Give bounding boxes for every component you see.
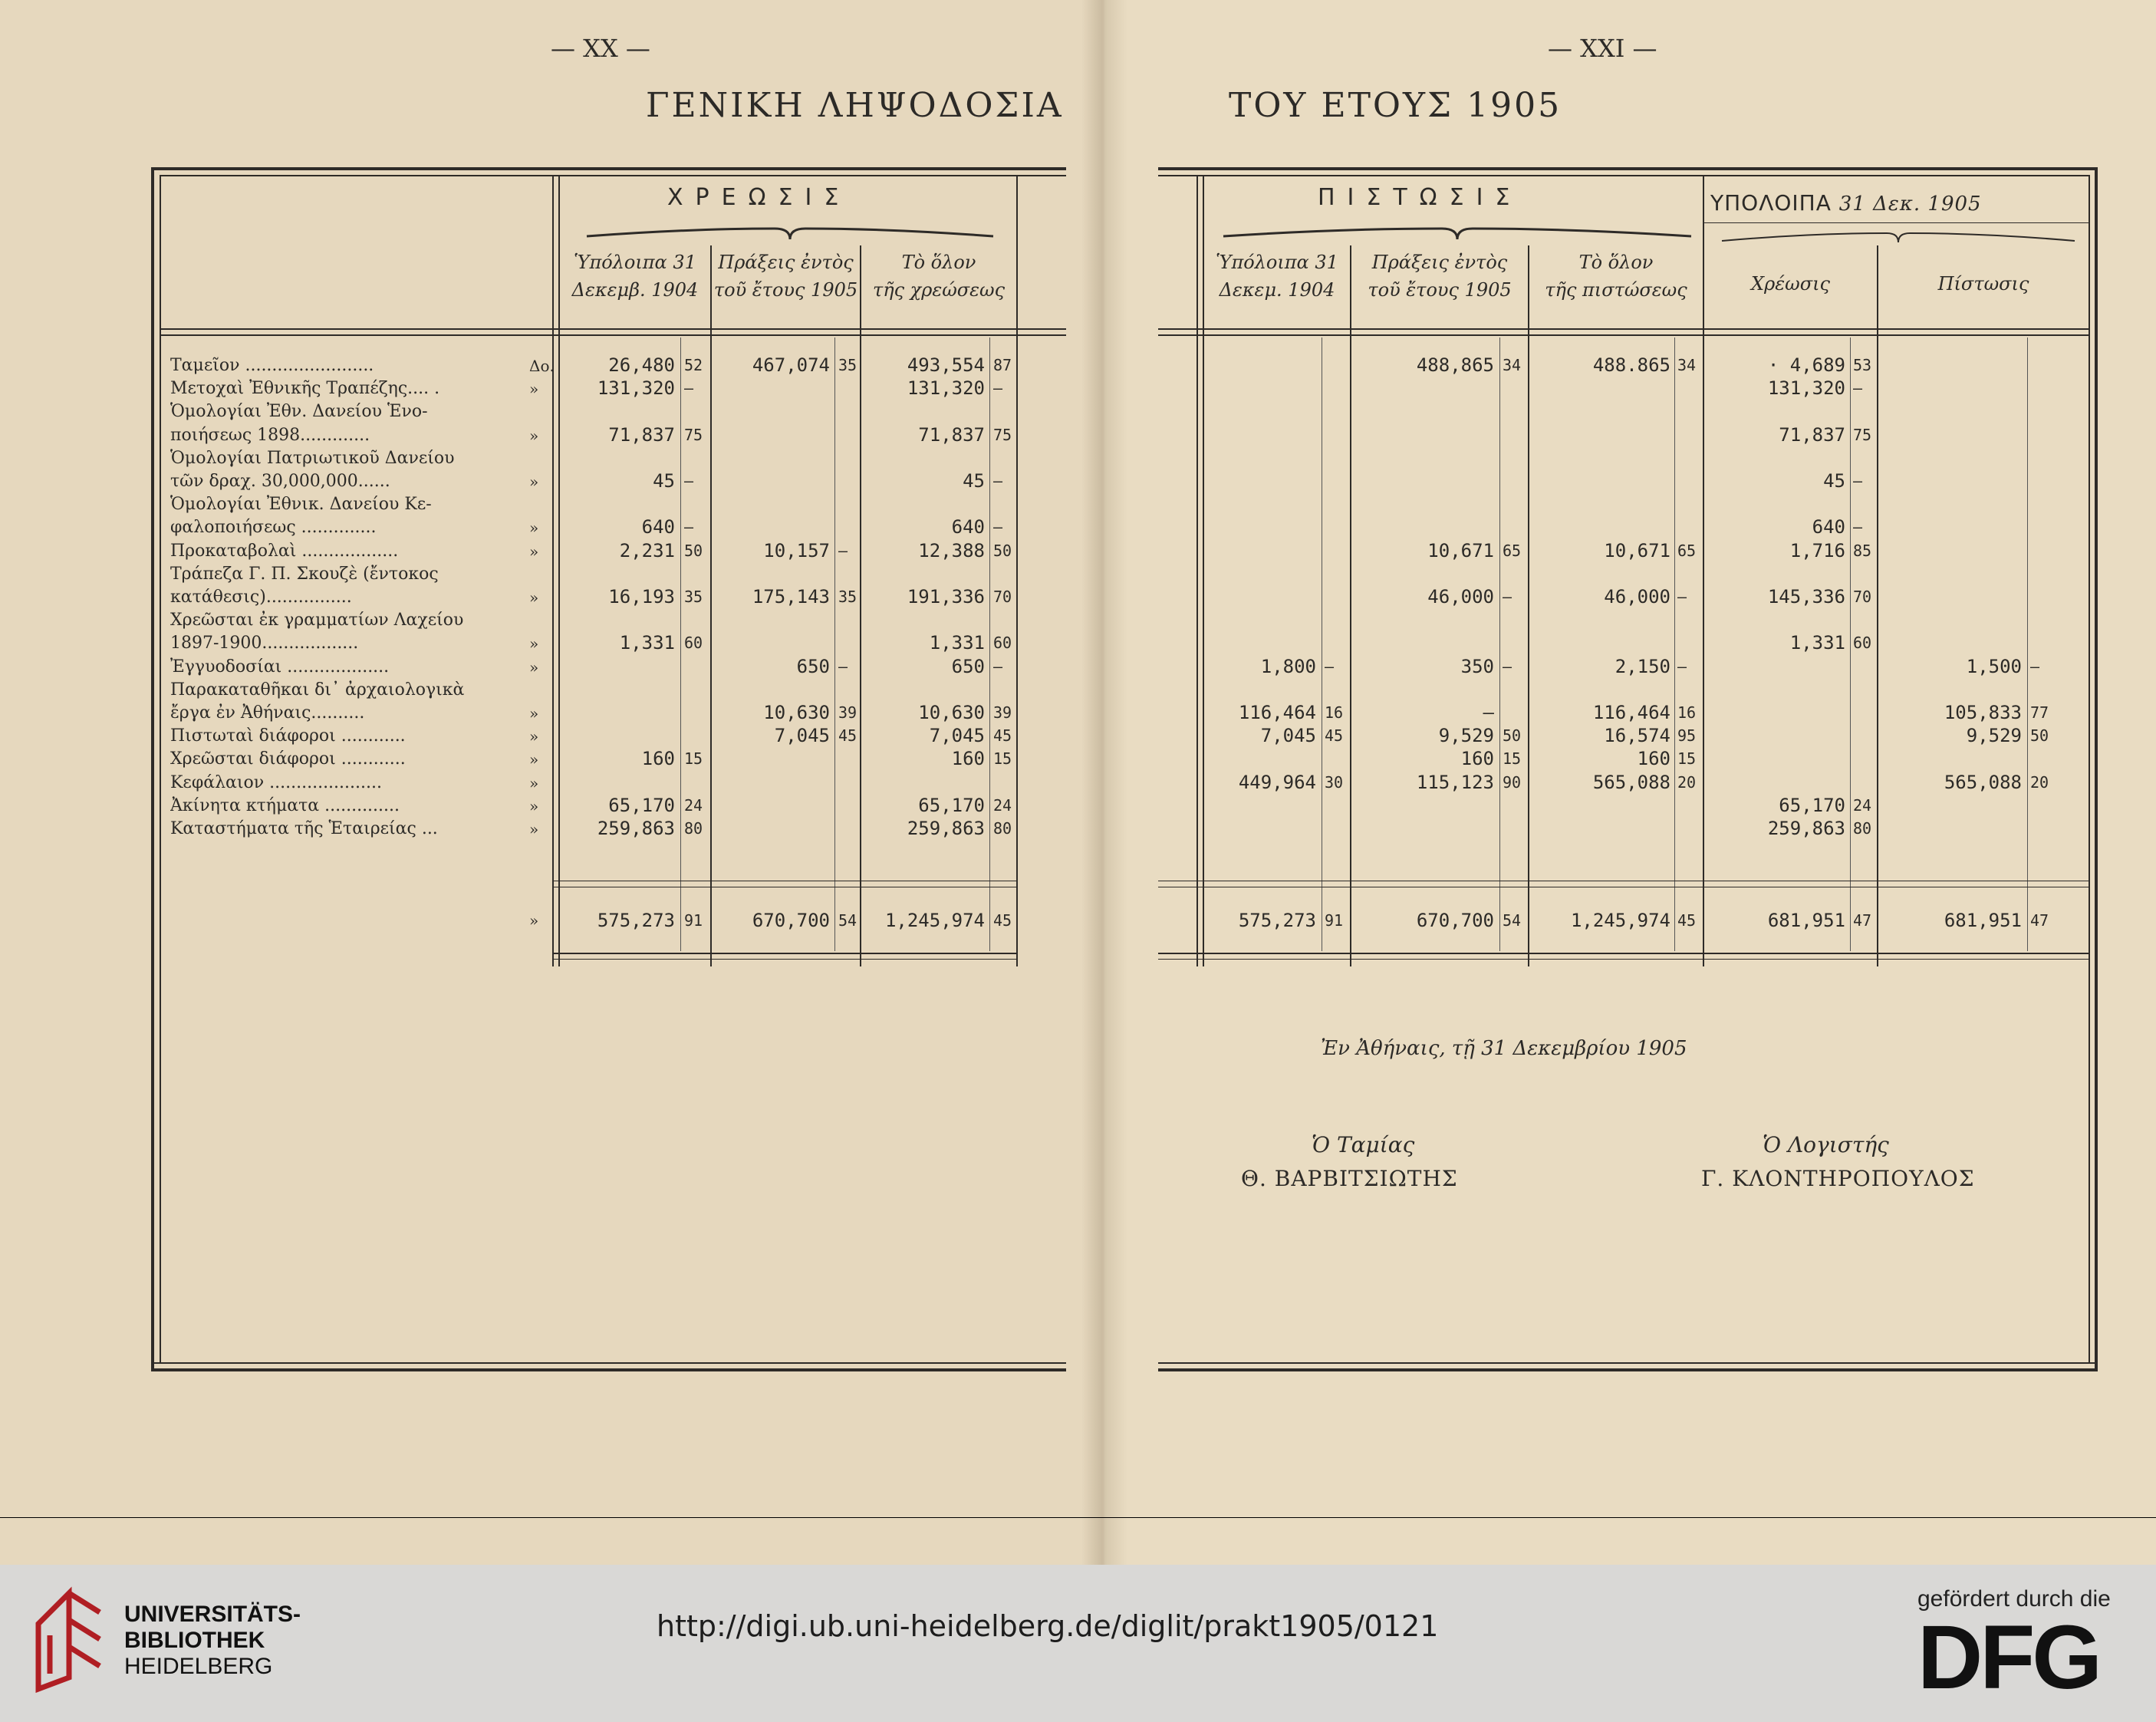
permalink-url[interactable]: http://digi.ub.uni-heidelberg.de/diglit/prakt1905/0121 [657,1609,1439,1643]
debit-row-ditto: » [529,588,539,607]
debit-row-label: Τράπεζα Γ. Π. Σκουζὲ (ἔντοκος [170,565,439,584]
credit-sum-cents: 34 [1677,356,1697,374]
credit-header: ΠΙΣΤΩΣΙΣ [1318,184,1522,211]
debit-row-label: 1897-1900.................. [170,634,359,653]
debit-row-label: φαλοποιήσεως .............. [170,518,377,537]
debit-1904-value: 16,193 [608,586,675,607]
balance-debit-cents: 80 [1853,819,1872,838]
balance-credit-cents: 50 [2030,726,2049,745]
total-balance-credit-cents: 47 [2030,911,2049,930]
credit-1904-cents: 30 [1325,773,1344,792]
col-rule-2 [710,245,712,966]
total-credit-1904-cents: 91 [1325,911,1344,930]
header-rule [1158,328,2090,330]
total-rule-bottom-b [1158,959,2090,960]
debit-1904-value: 640 [641,516,675,538]
balance-debit-value: 1,716 [1789,540,1845,561]
credit-1905-cents: — [1503,588,1512,606]
debit-1904-cents: 15 [684,749,703,768]
debit-row-label: κατάθεσις)................ [170,588,352,607]
debit-row-label: Ἐγγυοδοσίαι ................... [170,657,390,677]
balance-debit-value: 640 [1812,516,1845,538]
treasurer-title: Ὁ Ταμίας [1312,1132,1415,1157]
total-debit-1904-cents: 91 [684,911,703,930]
sponsor-text: gefördert durch die [1917,1586,2111,1612]
total-credit-sum-cents: 45 [1677,911,1697,930]
balance-credit-value: 105,833 [1944,702,2022,723]
credit-sum-cents: 16 [1677,703,1697,722]
balance-debit-value: 131,320 [1767,377,1845,399]
debit-sum-cents: 24 [993,796,1012,815]
balance-debit-value: 145,336 [1767,586,1845,607]
debit-sum-cents: 39 [993,703,1012,722]
debit-sum-value: 45 [963,470,985,492]
date-line: Ἐν Ἀθήναις, τῇ 31 Δεκεμβρίου 1905 [1321,1037,1687,1060]
debit-1904-value: 26,480 [608,354,675,376]
cents-rule-3 [1674,337,1675,951]
col-rule-4 [1016,176,1018,966]
debit-row-ditto: » [529,797,539,815]
balance-debit-value: · 4,689 [1767,354,1845,376]
debit-sum-value: 1,331 [929,632,985,654]
debit-row-ditto: » [529,704,539,723]
header-rule [161,328,1066,330]
credit-1905-value: 9,529 [1438,725,1494,746]
debit-sum-value: 10,630 [918,702,985,723]
debit-1905-cents: 35 [838,588,857,606]
balance-debit-cents: 60 [1853,634,1872,652]
debit-row-label: ἔργα ἐν Ἀθήναις.......... [170,703,365,723]
balance-debit-cents: — [1853,518,1863,536]
debit-sum-value: 12,388 [918,540,985,561]
debit-row-label: Χρεῶσται διάφοροι ............ [170,749,406,769]
cents-rule-5 [2027,337,2028,951]
balance-debit-cents: — [1853,379,1863,397]
total-balance-credit: 681,951 [1944,910,2022,931]
credit-1904-cents: — [1325,657,1335,676]
debit-1905-cents: 45 [838,726,857,745]
debit-1904-cents: 60 [684,634,703,652]
credit-1904-value: 7,045 [1260,725,1316,746]
viewer-footer [0,1565,2156,1722]
total-credit-sum: 1,245,974 [1570,910,1670,931]
debit-row-label: Ὁμολογίαι Ἐθν. Δανείου Ἑνο- [170,402,428,421]
debit-1904-value: 259,863 [597,818,675,839]
debit-sum-value: 493,554 [907,354,985,376]
balance-debit-value: 259,863 [1767,818,1845,839]
credit-1905-cents: 90 [1503,773,1522,792]
credit-1905-value: 115,123 [1416,772,1494,793]
debit-sum-value: 7,045 [929,725,985,746]
credit-1905-value: 160 [1460,748,1494,769]
debit-sum-cents: — [993,518,1003,536]
left-border-inner [160,175,161,1364]
accountant-name: Γ. ΚΛΟΝΤΗΡΟΠΟΥΛΟΣ [1701,1166,1975,1191]
credit-sum-cents: 65 [1677,542,1697,560]
credit-sum-value: 10,671 [1604,540,1670,561]
balance-head-debit: Χρέωσις [1751,273,1830,295]
debit-1904-value: 45 [653,470,675,492]
total-balance-debit: 681,951 [1767,910,1845,931]
right-page-number: — XXI — [1548,34,1657,63]
debit-sum-cents: 45 [993,726,1012,745]
balance-debit-value: 1,331 [1789,632,1845,654]
debit-row-label: Ὁμολογίαι Ἐθνικ. Δανείου Κε- [170,495,432,514]
debit-row-ditto: » [529,542,539,561]
book-gutter [1081,0,1127,1565]
credit-sum-value: 565,088 [1592,772,1670,793]
balance-debit-cents: 75 [1853,426,1872,444]
debit-1904-value: 65,170 [608,795,675,816]
debit-1905-value: 7,045 [774,725,830,746]
total-credit-1905: 670,700 [1416,910,1494,931]
top-border [151,167,1066,170]
dfg-logo[interactable]: DFG [1917,1607,2100,1708]
debit-sum-cents: 70 [993,588,1012,606]
debit-sum-value: 65,170 [918,795,985,816]
left-page-number: — XX — [551,34,650,63]
debit-1905-cents: — [838,657,848,676]
credit-1904-value: 449,964 [1238,772,1316,793]
balance-credit-value: 9,529 [1966,725,2022,746]
balance-debit-value: 71,837 [1779,424,1845,446]
treasurer-name: Θ. ΒΑΡΒΙΤΣΙΩΤΗΣ [1241,1166,1458,1191]
credit-sum-value: 2,150 [1615,656,1670,677]
balance-header: ΥΠΟΛΟΙΠΑ 31 Δεκ. 1905 [1710,190,1982,216]
debit-sum-value: 191,336 [907,586,985,607]
col-head-1: Ὑπόλοιπα 31 Δεκεμβ. 1904 [571,252,699,301]
credit-sum-cents: — [1677,657,1687,676]
page-bottom-line [0,1517,2156,1518]
bottom-border [151,1368,1066,1371]
debit-row-ditto: » [529,634,539,653]
total-credit-1905-cents: 54 [1503,911,1522,930]
right-border [2095,167,2098,1371]
top-border [1158,167,2098,170]
cents-rule-1 [680,337,681,951]
debit-row-ditto: » [529,380,539,398]
left-page-title: ΓΕΝΙΚΗ ΛΗΨΟΔΟΣΙΑ [646,86,1064,125]
balance-credit-value: 1,500 [1966,656,2022,677]
debit-row-label: Μετοχαὶ Ἐθνικῆς Τραπέζης.... . [170,379,440,398]
credit-1905-value: 10,671 [1427,540,1494,561]
debit-sum-value: 131,320 [907,377,985,399]
total-rule-bottom [554,953,1018,954]
balance-debit-cents: 70 [1853,588,1872,606]
balance-credit-cents: 20 [2030,773,2049,792]
total-ditto: » [529,911,539,930]
debit-row-label: ποιήσεως 1898............. [170,426,370,445]
right-page [1104,0,2156,1565]
accountant-title: Ὁ Λογιστής [1763,1132,1889,1157]
debit-1904-cents: 52 [684,356,703,374]
total-rule-bottom [1158,953,2090,954]
total-credit-1904: 575,273 [1238,910,1316,931]
right-page-title: ΤΟΥ ΕΤΟΥΣ 1905 [1229,86,1562,125]
credit-sum-cents: — [1677,588,1687,606]
debit-1904-cents: — [684,518,694,536]
credit-sum-value: 116,464 [1592,702,1670,723]
debit-row-label: Ταμεῖον ........................ [170,356,374,375]
debit-row-label: Καταστήματα τῆς Ἑταιρείας ... [170,819,438,838]
bottom-border-inner [151,1362,1066,1364]
credit-1905-cents: 50 [1503,726,1522,745]
credit-1905-value: 46,000 [1427,586,1494,607]
credit-1905-cents: — [1503,657,1512,676]
debit-1904-cents: 75 [684,426,703,444]
credit-1905-value: 488,865 [1416,354,1494,376]
balance-debit-value: 45 [1823,470,1845,492]
debit-1904-cents: 35 [684,588,703,606]
debit-1905-value: 10,157 [763,540,830,561]
right-border-inner [2089,175,2090,1364]
debit-1905-cents: 35 [838,356,857,374]
debit-row-ditto: » [529,426,539,445]
debit-row-ditto: Δο. [529,357,555,375]
debit-sum-value: 650 [951,656,985,677]
debit-sum-value: 160 [951,748,985,769]
cents-rule-2 [834,337,835,951]
credit-1905-cents: 65 [1503,542,1522,560]
credit-col-head-3: Τὸ ὅλον τῆς πιστώσεως [1545,252,1687,301]
debit-sum-cents: 87 [993,356,1012,374]
debit-sum-cents: 15 [993,749,1012,768]
col-rule-3 [1703,176,1704,966]
credit-1905-value: 350 [1460,656,1494,677]
credit-sum-value: 16,574 [1604,725,1670,746]
total-debit-1905: 670,700 [752,910,830,931]
debit-row-ditto: » [529,774,539,792]
total-debit-sum: 1,245,974 [884,910,985,931]
balance-debit-value: 65,170 [1779,795,1845,816]
total-debit-1904: 575,273 [597,910,675,931]
balance-debit-cents: — [1853,472,1863,490]
debit-row-label: Προκαταβολαὶ .................. [170,542,399,561]
debit-row-label: Ἀκίνητα κτήματα .............. [170,796,400,815]
debit-sum-cents: 50 [993,542,1012,560]
debit-sum-cents: 75 [993,426,1012,444]
top-border-inner [1158,175,2090,176]
balance-debit-cents: 24 [1853,796,1872,815]
debit-row-label: τῶν δραχ. 30,000,000...... [170,472,390,491]
col-head-2: Πράξεις ἐντὸς τοῦ ἔτους 1905 [713,252,858,301]
debit-row-label: Πιστωταὶ διάφοροι ............ [170,726,406,746]
balance-head-credit: Πίστωσις [1937,273,2029,295]
debit-row-ditto: » [529,519,539,537]
debit-1905-value: 467,074 [752,354,830,376]
debit-row-ditto: » [529,750,539,769]
balance-credit-cents: — [2030,657,2040,676]
debit-sum-value: 640 [951,516,985,538]
header-rule-b [1158,334,2090,336]
bottom-border [1158,1368,2098,1371]
debit-1904-cents: 80 [684,819,703,838]
top-border-inner [160,175,1066,176]
debit-1904-cents: 50 [684,542,703,560]
credit-col-head-2: Πράξεις ἐντὸς τοῦ ἔτους 1905 [1368,252,1512,301]
credit-sum-cents: 15 [1677,749,1697,768]
col-rule-0 [1196,176,1198,966]
debit-sum-cents: 80 [993,819,1012,838]
debit-row-label: Χρεῶσται ἐκ γραμματίων Λαχείου [170,611,464,630]
debit-row-ditto: » [529,658,539,677]
debit-sum-cents: — [993,379,1003,397]
col-rule-4 [1877,245,1878,966]
debit-1905-value: 175,143 [752,586,830,607]
cents-rule-3 [989,337,990,951]
debit-1905-value: 650 [796,656,830,677]
university-library-logo-icon[interactable] [23,1582,115,1693]
debit-1904-cents: 24 [684,796,703,815]
debit-sum-value: 259,863 [907,818,985,839]
col-rule-1 [552,176,554,966]
credit-sum-value: 488.865 [1592,354,1670,376]
credit-1904-cents: 16 [1325,703,1344,722]
credit-1905-cents: 34 [1503,356,1522,374]
debit-sum-value: 71,837 [918,424,985,446]
debit-sum-cents: — [993,657,1003,676]
debit-1904-cents: — [684,379,694,397]
debit-1904-cents: — [684,472,694,490]
credit-1905-cents: 15 [1503,749,1522,768]
bottom-border-inner [1158,1362,2098,1364]
debit-row-ditto: » [529,820,539,838]
cents-rule-4 [1850,337,1851,951]
col-rule-3 [860,245,861,966]
total-debit-sum-cents: 45 [993,911,1012,930]
debit-row-label: Ὁμολογίαι Πατριωτικοῦ Δανείου [170,449,455,468]
debit-1905-value: 10,630 [763,702,830,723]
debit-row-ditto: » [529,727,539,746]
cents-rule-2 [1499,337,1500,951]
header-rule-b [161,334,1066,336]
col-head-3: Τὸ ὅλον τῆς χρεώσεως [872,252,1006,301]
balance-debit-cents: 85 [1853,542,1872,560]
debit-row-ditto: » [529,472,539,491]
credit-1904-cents: 45 [1325,726,1344,745]
debit-row-label: Παρακαταθῆκαι δι᾽ ἀρχαιολογικὰ [170,680,465,700]
debit-sum-cents: — [993,472,1003,490]
left-border [151,167,154,1371]
credit-sum-cents: 20 [1677,773,1697,792]
debit-header: ΧΡΕΩΣΙΣ [667,184,851,211]
balance-brace [1718,224,2079,247]
credit-sum-value: 46,000 [1604,586,1670,607]
debit-1904-value: 1,331 [619,632,675,654]
total-balance-debit-cents: 47 [1853,911,1872,930]
debit-1904-value: 131,320 [597,377,675,399]
credit-brace [1220,215,1695,245]
library-name[interactable]: UNIVERSITÄTS- BIBLIOTHEK HEIDELBERG [124,1602,301,1679]
balance-header-rule [1703,222,2090,223]
debit-1905-cents: — [838,542,848,560]
balance-credit-value: 565,088 [1944,772,2022,793]
debit-1904-value: 71,837 [608,424,675,446]
credit-col-head-1: Ὑπόλοιπα 31 Δεκεμ. 1904 [1216,252,1338,301]
balance-credit-cents: 77 [2030,703,2049,722]
balance-debit-cents: 53 [1853,356,1872,374]
credit-1904-value: 1,800 [1260,656,1316,677]
total-rule-bottom-b [554,959,1018,960]
debit-row-label: Κεφάλαιον ..................... [170,773,382,792]
credit-1904-value: 116,464 [1238,702,1316,723]
total-debit-1905-cents: 54 [838,911,857,930]
credit-sum-value: 160 [1637,748,1670,769]
col-rule-2 [1528,245,1529,966]
debit-1905-cents: 39 [838,703,857,722]
debit-sum-cents: 60 [993,634,1012,652]
header-brace [583,215,997,245]
debit-1904-value: 2,231 [619,540,675,561]
credit-sum-cents: 95 [1677,726,1697,745]
debit-1904-value: 160 [641,748,675,769]
credit-1905-value: — [1483,702,1494,723]
left-page [0,0,1104,1565]
